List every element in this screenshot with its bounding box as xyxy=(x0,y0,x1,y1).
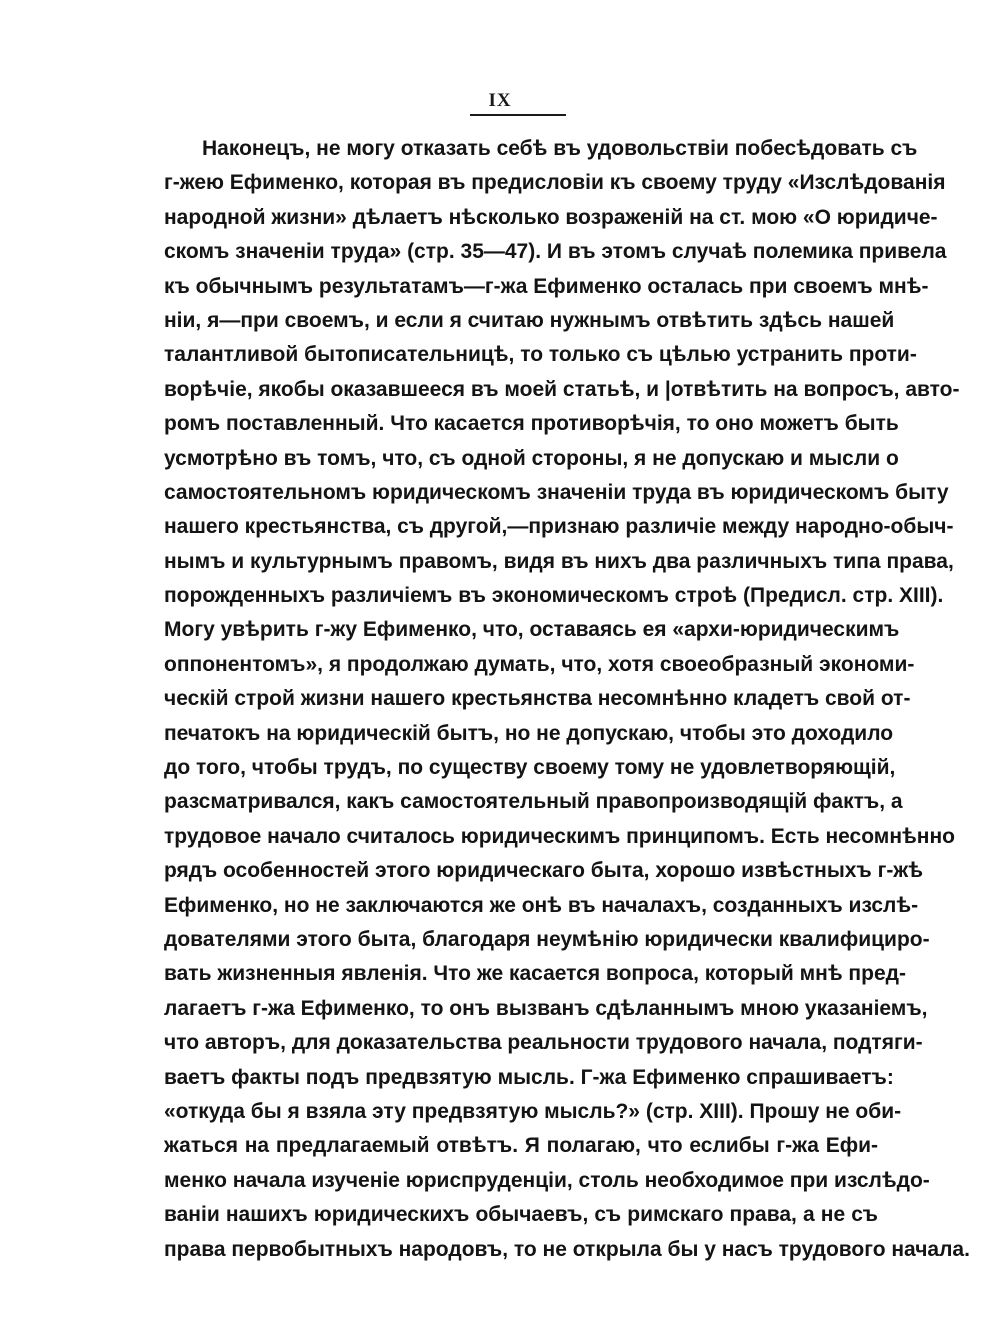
text-line: народной жизни» дѣлаетъ нѣсколько возраженій на ст. мою «О юридиче- xyxy=(164,205,938,229)
text-line: нашего крестьянства, съ другой,—признаю различіе между народно-обыч- xyxy=(164,515,954,539)
text-line: Могу увѣрить г-жу Ефименко, что, оставаясь ея «архи-юридическимъ xyxy=(164,618,900,642)
text-line: талантливой бытописательницѣ, то только съ цѣлью устранить проти- xyxy=(164,343,917,367)
text-line: ческій строй жизни нашего крестьянства несомнѣнно кладетъ свой от- xyxy=(164,687,911,711)
text-line: что авторъ, для доказательства реальности трудового начала, подтяги- xyxy=(164,1031,923,1055)
text-line: усмотрѣно въ томъ, что, съ одной стороны, я не допускаю и мысли о xyxy=(164,446,899,470)
text-line: рядъ особенностей этого юридическаго быта, хорошо извѣстныхъ г-жѣ xyxy=(164,859,923,883)
text-line: ромъ поставленный. Что касается противорѣчія, то оно можетъ быть xyxy=(164,412,899,436)
text-line: печатокъ на юридическій бытъ, но не допускаю, чтобы это доходило xyxy=(164,721,894,745)
text-line: права первобытныхъ народовъ, то не открыла бы у насъ трудового начала. xyxy=(164,1237,970,1261)
text-line: оппонентомъ», я продолжаю думать, что, хотя своеобразный экономи- xyxy=(164,652,915,676)
text-line: разсматривался, какъ самостоятельный правопроизводящій фактъ, а xyxy=(164,790,903,814)
text-line: Наконецъ, не могу отказать себѣ въ удовольствіи побесѣдовать съ xyxy=(202,137,918,160)
header-rule xyxy=(470,114,566,116)
text-line: ваніи нашихъ юридическихъ обычаевъ, съ римскаго права, а не съ xyxy=(164,1203,878,1227)
text-line: до того, чтобы трудъ, по существу своему тому не удовлетворяющій, xyxy=(164,756,896,780)
text-line: самостоятельномъ юридическомъ значеніи труда въ юридическомъ быту xyxy=(164,480,949,504)
text-line: ніи, я—при своемъ, и если я считаю нужнымъ отвѣтить здѣсь нашей xyxy=(164,308,895,332)
page-number: IX xyxy=(488,90,512,111)
text-line: нымъ и культурнымъ правомъ, видя въ нихъ два различныхъ типа права, xyxy=(164,549,954,573)
text-line: лагаетъ г-жа Ефименко, то онъ вызванъ сдѣланнымъ мною указаніемъ, xyxy=(164,996,928,1020)
text-line: ваетъ факты подъ предвзятую мысль. Г-жа Ефименко спрашиваетъ: xyxy=(164,1065,894,1089)
text-line: вать жизненныя явленія. Что же касается вопроса, который мнѣ пред- xyxy=(164,962,906,986)
text-line: «откуда бы я взяла эту предвзятую мысль?» (стр. XIII). Прошу не оби- xyxy=(164,1099,902,1123)
text-line: г-жею Ефименко, которая въ предисловіи къ своему труду «Изслѣдованія xyxy=(164,171,946,195)
text-line: ворѣчіе, якобы оказавшееся въ моей статьѣ, и |отвѣтить на вопросъ, авто- xyxy=(164,377,960,401)
text-line: Ефименко, но не заключаются же онѣ въ началахъ, созданныхъ изслѣ- xyxy=(164,893,919,917)
text-line: скомъ значеніи труда» (стр. 35—47). И въ этомъ случаѣ полемика привела xyxy=(164,240,947,264)
text-line: жаться на предлагаемый отвѣтъ. Я полагаю, что еслибы г-жа Ефи- xyxy=(164,1134,878,1158)
text-line: къ обычнымъ результатамъ—г-жа Ефименко осталась при своемъ мнѣ- xyxy=(164,274,929,298)
text-line: порожденныхъ различіемъ въ экономическомъ строѣ (Предисл. стр. XIII). xyxy=(164,584,944,608)
text-line: трудовое начало считалось юридическимъ принципомъ. Есть несомнѣнно xyxy=(164,824,955,848)
text-line: дователями этого быта, благодаря неумѣнію юридически квалифициро- xyxy=(164,927,930,951)
text-line: менко начала изученіе юриспруденціи, столь необходимое при изслѣдо- xyxy=(164,1168,930,1192)
body-paragraph xyxy=(164,132,970,1267)
